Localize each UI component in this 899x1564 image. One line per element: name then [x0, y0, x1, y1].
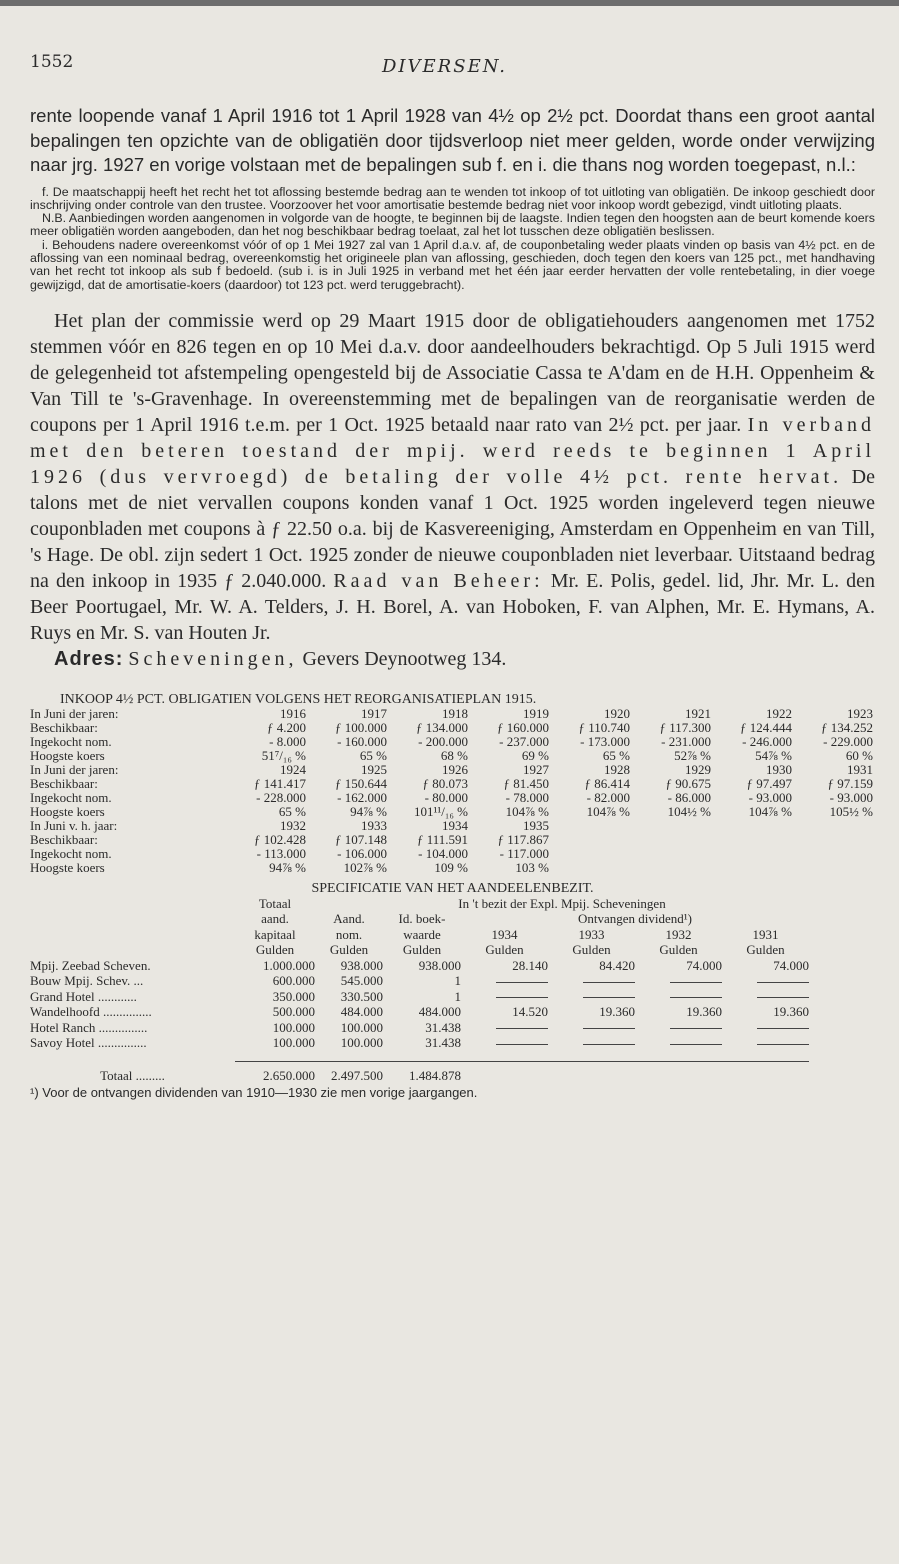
spec-cell-nom: 484.000	[340, 1004, 383, 1020]
h-unit: Gulden	[659, 942, 698, 958]
spec-cell-boek: 1	[454, 988, 461, 1004]
inkoop-row	[30, 777, 873, 791]
inkoop-row-label: Ingekocht nom.	[30, 733, 112, 749]
inkoop-cell: - 231.000	[661, 733, 711, 749]
inkoop-cell: 104⅞ %	[586, 803, 630, 819]
spec-cell-dividend	[548, 1035, 635, 1051]
spec-cell-totaal: 100.000	[272, 1035, 315, 1051]
spec-cell-nom: 330.500	[340, 988, 383, 1004]
inkoop-cell: 103 %	[515, 859, 549, 875]
inkoop-cell: 65 %	[278, 803, 306, 819]
inkoop-cell: ƒ 90.675	[665, 775, 711, 791]
inkoop-cell: 51⁷/₁₆ %	[261, 747, 306, 763]
spec-cell-dividend	[722, 1020, 809, 1036]
empty-dash	[757, 997, 809, 998]
inkoop-cell: - 160.000	[337, 733, 387, 749]
h-year: 1932	[665, 926, 692, 942]
spec-cell-dividend	[461, 973, 548, 989]
inkoop-cell	[630, 819, 711, 833]
inkoop-cell: 1926	[442, 761, 468, 777]
inkoop-cell: 68 %	[440, 747, 468, 763]
empty-dash	[670, 1044, 722, 1045]
inkoop-cell: 1934	[442, 817, 468, 833]
adres-street: Gevers Deynootweg 134.	[302, 647, 507, 670]
inkoop-cell: - 8.000	[269, 733, 306, 749]
empty-dash	[583, 997, 635, 998]
page-header	[30, 40, 875, 88]
inkoop-row	[30, 861, 873, 875]
inkoop-cell: ƒ 97.159	[827, 775, 873, 791]
inkoop-cell	[549, 847, 630, 861]
h-aand2: Aand.	[333, 911, 365, 927]
spec-cell-nom: 545.000	[340, 973, 383, 989]
plan-text-1: Het plan der commissie werd op 29 Maart 1915 door de obligatiehouders aangenomen met 1752 stemmen vóór en 826 tegen en op 10 Mei d.a.v. door aandeelhouders bekrachtigd. Op 5 Juli 1915 werd de gelegenheid tot afstempeling opengesteld bij de Associatie Cassa te A'dam en de H.H. Oppenheim & Van Till te 's-Gravenhage. In overeenstemming met de bepalingen van de reorganisatie werden de coupons per 1 April 1916 t.e.m. per 1 Oct. 1925 betaald naar rato van 2½ pct. per jaar.	[30, 309, 875, 436]
intro-paragraph: rente loopende vanaf 1 April 1916 tot 1 April 1928 van 4½ op 2½ pct. Doordat thans een groot aantal bepalingen ten opzichte van de obligatiën door tijdsverloop niet meer gelden, worde onder verwijzing naar jrg. 1927 en vorige volstaan met de bepalingen sub f. en i. die thans nog worden toegepast, n.l.:	[30, 105, 875, 175]
spec-cell-name: Savoy Hotel ...............	[30, 1035, 147, 1051]
h-nom: nom.	[335, 926, 363, 942]
spec-cell-dividend: 14.520	[512, 1004, 548, 1020]
h-unit: Gulden	[255, 942, 295, 958]
h-idboek: Id. boek-	[398, 911, 446, 927]
inkoop-cell: ƒ 86.414	[584, 775, 630, 791]
inkoop-cell	[549, 819, 630, 833]
empty-dash	[670, 1028, 722, 1029]
adres-label: Adres:	[54, 647, 124, 670]
h-unit: Gulden	[329, 942, 369, 958]
inkoop-cell: 94⅞ %	[269, 859, 306, 875]
spec-row	[30, 973, 809, 989]
spec-section	[30, 881, 875, 1101]
spec-cell-dividend	[461, 1020, 548, 1036]
spec-cell-dividend	[635, 973, 722, 989]
inkoop-cell: - 93.000	[829, 789, 873, 805]
inkoop-cell: 65 %	[602, 747, 630, 763]
total-boek: 1.484.878	[409, 1067, 461, 1083]
empty-dash	[496, 1044, 548, 1045]
inkoop-row	[30, 833, 873, 847]
inkoop-cell: ƒ 100.000	[335, 719, 387, 735]
spec-cell-boek: 484.000	[418, 1004, 461, 1020]
spec-cell-totaal: 100.000	[272, 1019, 315, 1035]
inkoop-cell	[711, 861, 792, 875]
spec-cell-boek: 1	[454, 973, 461, 989]
inkoop-cell: 1921	[685, 705, 711, 721]
inkoop-cell: ƒ 97.497	[746, 775, 792, 791]
inkoop-row	[30, 707, 873, 721]
inkoop-row-label: Hoogste koers	[30, 803, 105, 819]
inkoop-cell: ƒ 80.073	[422, 775, 468, 791]
inkoop-row	[30, 749, 873, 763]
inkoop-row-label: In Juni der jaren:	[30, 705, 119, 721]
spec-cell-totaal: 500.000	[272, 1004, 315, 1020]
inkoop-row	[30, 735, 873, 749]
inkoop-cell: ƒ 110.740	[578, 719, 630, 735]
inkoop-row-label: In Juni der jaren:	[30, 761, 119, 777]
inkoop-row	[30, 763, 873, 777]
inkoop-cell: 1932	[280, 817, 306, 833]
inkoop-cell: - 80.000	[424, 789, 468, 805]
inkoop-row-label: Beschikbaar:	[30, 775, 98, 791]
inkoop-row	[30, 819, 873, 833]
adres-place: Scheveningen,	[128, 647, 298, 670]
inkoop-cell: 109 %	[434, 859, 468, 875]
clause-f: f. De maatschappij heeft het recht het tot aflossing bestemde bedrag aan te wenden tot inkoop of tot uitloting van obligatiën. De inkoop geschiedt door inschrijving onder controle van den trustee. Voorzoover het voor amortisatie bestemde bedrag niet voor inkoop wordt gebezigd, vindt uitloting plaats.	[30, 184, 875, 212]
spec-cell-dividend: 19.360	[773, 1004, 809, 1020]
spec-cell-dividend	[722, 989, 809, 1005]
inkoop-cell: ƒ 111.591	[416, 831, 468, 847]
inkoop-cell: - 82.000	[586, 789, 630, 805]
h-kapitaal: kapitaal	[254, 926, 296, 942]
spec-cell-totaal: 1.000.000	[263, 957, 315, 973]
spec-cell-dividend	[635, 989, 722, 1005]
inkoop-table	[30, 707, 873, 875]
inkoop-cell: 104⅞ %	[505, 803, 549, 819]
inkoop-cell: - 117.000	[499, 845, 549, 861]
empty-dash	[496, 982, 548, 983]
clause-nb: N.B. Aanbiedingen worden aangenomen in volgorde van de hoogte, te beginnen bij de laagste. Indien tegen den hoogsten aan de beurt komende koers meer obligatiën worden aangeboden, dan het nog beschikbaar bedrag toelaat, zal het lot tusschen deze obligatiën beslissen.	[30, 211, 875, 239]
spec-cell-name: Bouw Mpij. Schev. ...	[30, 973, 144, 989]
spec-cell-dividend: 74.000	[773, 957, 809, 973]
inkoop-cell: ƒ 150.644	[335, 775, 387, 791]
plan-text-spaced: In verband met den beteren toestand der mpij. werd reeds te beginnen 1 April 1926 (dus vervroegd) de betaling der volle 4½ pct. rente hervat.	[30, 413, 875, 488]
spec-cell-nom: 100.000	[340, 1019, 383, 1035]
raad-label: Raad van Beheer:	[333, 569, 544, 592]
spec-cell-name: Grand Hotel ............	[30, 988, 137, 1004]
spec-table	[30, 896, 809, 1084]
empty-dash	[583, 1044, 635, 1045]
inkoop-row	[30, 805, 873, 819]
empty-dash	[496, 1028, 548, 1029]
spec-cell-dividend: 28.140	[512, 957, 548, 973]
inkoop-cell: 60 %	[845, 747, 873, 763]
inkoop-cell: 1924	[280, 761, 306, 777]
h-unit: Gulden	[402, 942, 442, 958]
inkoop-cell: - 229.000	[823, 733, 873, 749]
h-inbezit: In 't bezit der Expl. Mpij. Scheveningen	[458, 895, 666, 911]
h-year: 1934	[491, 926, 518, 942]
inkoop-row	[30, 791, 873, 805]
inkoop-cell: 1927	[523, 761, 549, 777]
inkoop-cell: - 93.000	[748, 789, 792, 805]
page-number: 1552	[30, 52, 74, 72]
inkoop-cell: 69 %	[521, 747, 549, 763]
inkoop-cell: 105½ %	[829, 803, 873, 819]
inkoop-cell: 1919	[523, 705, 549, 721]
inkoop-cell: ƒ 117.867	[497, 831, 549, 847]
spec-row	[30, 989, 809, 1005]
total-label: Totaal .........	[100, 1067, 165, 1083]
inkoop-cell: ƒ 81.450	[503, 775, 549, 791]
h-waarde: waarde	[403, 926, 441, 942]
raad-text: Mr. E. Polis, gedel. lid, Jhr. Mr. L. den Beer Poortugael, Mr. W. A. Telders, J. H. Borel, A. van Hoboken, F. van Alphen, Mr. E. Hymans, A. Ruys en Mr. S. van Houten Jr.	[30, 569, 876, 644]
inkoop-cell: - 246.000	[742, 733, 792, 749]
empty-dash	[757, 982, 809, 983]
spec-cell-dividend: 84.420	[599, 957, 635, 973]
inkoop-section	[30, 692, 875, 875]
inkoop-cell: 101¹¹/₁₆ %	[413, 803, 468, 819]
spec-cell-name: Hotel Ranch ...............	[30, 1019, 148, 1035]
clause-i: i. Behoudens nadere overeenkomst vóór of op 1 Mei 1927 zal van 1 April d.a.v. af, de couponbetaling weder plaats vinden op basis van 4½ pct. en de aflossing van een nominaal bedrag, overeenkomstig het origineele plan van aflossing, geschieden, doch tegen den koers van 125 pct., met handhaving van het recht tot inkoop als sub f bedoeld. (sub i. is in Juli 1925 in verband met het één jaar eerder hervatten der volle rentebetaling, in dier voege gewijzigd, dat de amortisatie-koers (daardoor) tot 123 pct. werd teruggebracht).	[30, 237, 875, 292]
inkoop-cell	[630, 861, 711, 875]
inkoop-cell: 52⅞ %	[674, 747, 711, 763]
spec-cell-boek: 31.438	[425, 1019, 461, 1035]
inkoop-cell: 1930	[766, 761, 792, 777]
inkoop-cell: - 106.000	[337, 845, 387, 861]
inkoop-cell: 1917	[361, 705, 387, 721]
inkoop-row-label: Ingekocht nom.	[30, 845, 112, 861]
inkoop-cell: - 200.000	[418, 733, 468, 749]
inkoop-cell: ƒ 4.200	[267, 719, 306, 735]
spec-cell-nom: 938.000	[340, 957, 383, 973]
inkoop-row	[30, 847, 873, 861]
inkoop-row-label: Hoogste koers	[30, 859, 105, 875]
h-ontvangen: Ontvangen dividend¹)	[577, 911, 692, 927]
inkoop-cell: 1928	[604, 761, 630, 777]
footnote: ¹) Voor de ontvangen dividenden van 1910—1930 zie men vorige jaargangen.	[30, 1085, 478, 1101]
inkoop-cell	[792, 819, 873, 833]
spec-cell-dividend	[461, 989, 548, 1005]
inkoop-row-label: Hoogste koers	[30, 747, 105, 763]
bond-clauses	[30, 186, 875, 292]
spec-cell-dividend: 19.360	[686, 1004, 722, 1020]
spec-cell-boek: 31.438	[425, 1035, 461, 1051]
inkoop-cell: 54⅞ %	[755, 747, 792, 763]
spec-cell-dividend	[461, 1035, 548, 1051]
empty-dash	[583, 982, 635, 983]
inkoop-cell	[711, 847, 792, 861]
scan-top-edge	[0, 0, 899, 6]
inkoop-row-label: In Juni v. h. jaar:	[30, 817, 118, 833]
plan-text-2: De talons met de niet vervallen coupons konden vanaf 1 Oct. 1925 worden ingeleverd tegen nieuwe couponbladen met coupons à ƒ 22.50 o.a. bij de Kasvereeniging, Amsterdam en Oppenheim en van Till, 's Hage. De obl. zijn sedert 1 Oct. 1925 zonder de nieuwe couponbladen niet leverbaar. Uitstaand bedrag na den inkoop in 1935 ƒ 2.040.000.	[30, 465, 875, 592]
spec-cell-name: Mpij. Zeebad Scheven.	[30, 957, 151, 973]
inkoop-cell: 1923	[847, 705, 873, 721]
inkoop-cell: ƒ 117.300	[659, 719, 711, 735]
inkoop-cell: 102⅞ %	[343, 859, 387, 875]
inkoop-cell: 1933	[361, 817, 387, 833]
spec-cell-totaal: 350.000	[272, 988, 315, 1004]
inkoop-cell: 1922	[766, 705, 792, 721]
inkoop-cell	[630, 847, 711, 861]
inkoop-cell	[792, 847, 873, 861]
spec-cell-nom: 100.000	[340, 1035, 383, 1051]
inkoop-cell: ƒ 134.000	[416, 719, 468, 735]
spec-cell-dividend	[635, 1020, 722, 1036]
spec-cell-dividend	[635, 1035, 722, 1051]
empty-dash	[496, 997, 548, 998]
running-title: DIVERSEN.	[382, 56, 508, 77]
spec-row	[30, 958, 809, 974]
inkoop-cell: ƒ 134.252	[821, 719, 873, 735]
inkoop-cell: 104½ %	[667, 803, 711, 819]
inkoop-cell	[549, 833, 630, 847]
inkoop-cell: ƒ 160.000	[497, 719, 549, 735]
spec-row	[30, 1035, 809, 1051]
inkoop-cell: 65 %	[359, 747, 387, 763]
spec-cell-dividend	[548, 989, 635, 1005]
inkoop-cell: 94⅞ %	[350, 803, 387, 819]
spec-row	[30, 1004, 809, 1020]
total-nom: 2.497.500	[331, 1067, 383, 1083]
inkoop-row-label: Beschikbaar:	[30, 719, 98, 735]
spec-cell-dividend	[548, 1020, 635, 1036]
inkoop-cell: - 237.000	[499, 733, 549, 749]
spec-row	[30, 1020, 809, 1036]
h-totaal: Totaal	[258, 895, 292, 911]
inkoop-cell: 1925	[361, 761, 387, 777]
inkoop-cell: 104⅞ %	[748, 803, 792, 819]
inkoop-row-label: Ingekocht nom.	[30, 789, 112, 805]
spec-cell-name: Wandelhoofd ...............	[30, 1004, 152, 1020]
inkoop-cell: 1929	[685, 761, 711, 777]
inkoop-cell: 1918	[442, 705, 468, 721]
spec-cell-dividend	[722, 1035, 809, 1051]
spec-cell-dividend	[548, 973, 635, 989]
inkoop-cell: - 228.000	[256, 789, 306, 805]
inkoop-cell: ƒ 102.428	[254, 831, 306, 847]
inkoop-cell: 1920	[604, 705, 630, 721]
empty-dash	[757, 1028, 809, 1029]
spec-title: SPECIFICATIE VAN HET AANDEELENBEZIT.	[311, 880, 594, 896]
h-year: 1931	[752, 926, 779, 942]
empty-dash	[583, 1028, 635, 1029]
plan-paragraph	[30, 308, 875, 646]
empty-dash	[670, 982, 722, 983]
inkoop-cell: - 113.000	[256, 845, 306, 861]
spec-cell-dividend: 74.000	[686, 957, 722, 973]
inkoop-cell: - 162.000	[337, 789, 387, 805]
spec-cell-dividend: 19.360	[599, 1004, 635, 1020]
inkoop-cell: - 86.000	[667, 789, 711, 805]
spec-cell-dividend	[722, 973, 809, 989]
h-unit: Gulden	[746, 942, 785, 958]
inkoop-cell	[711, 833, 792, 847]
main-text	[30, 308, 875, 646]
total-totaal: 2.650.000	[263, 1067, 315, 1083]
inkoop-cell	[549, 861, 630, 875]
inkoop-cell: ƒ 107.148	[335, 831, 387, 847]
h-unit: Gulden	[572, 942, 611, 958]
h-unit: Gulden	[485, 942, 524, 958]
inkoop-cell: ƒ 124.444	[740, 719, 792, 735]
empty-dash	[670, 997, 722, 998]
inkoop-cell: - 173.000	[580, 733, 630, 749]
inkoop-cell: 1935	[523, 817, 549, 833]
h-aand: aand.	[261, 911, 289, 927]
inkoop-cell: - 104.000	[418, 845, 468, 861]
spec-cell-boek: 938.000	[418, 957, 461, 973]
inkoop-cell	[792, 833, 873, 847]
spec-cell-totaal: 600.000	[272, 973, 315, 989]
inkoop-row	[30, 721, 873, 735]
inkoop-cell: ƒ 141.417	[254, 775, 306, 791]
inkoop-cell	[711, 819, 792, 833]
inkoop-cell	[630, 833, 711, 847]
inkoop-cell	[792, 861, 873, 875]
h-year: 1933	[578, 926, 605, 942]
document-page	[30, 40, 875, 1100]
inkoop-cell: 1916	[280, 705, 306, 721]
empty-dash	[757, 1044, 809, 1045]
inkoop-title: INKOOP 4½ PCT. OBLIGATIEN VOLGENS HET REORGANISATIEPLAN 1915.	[60, 691, 537, 707]
address-line	[54, 646, 875, 672]
inkoop-cell: - 78.000	[505, 789, 549, 805]
inkoop-row-label: Beschikbaar:	[30, 831, 98, 847]
inkoop-cell: 1931	[847, 761, 873, 777]
